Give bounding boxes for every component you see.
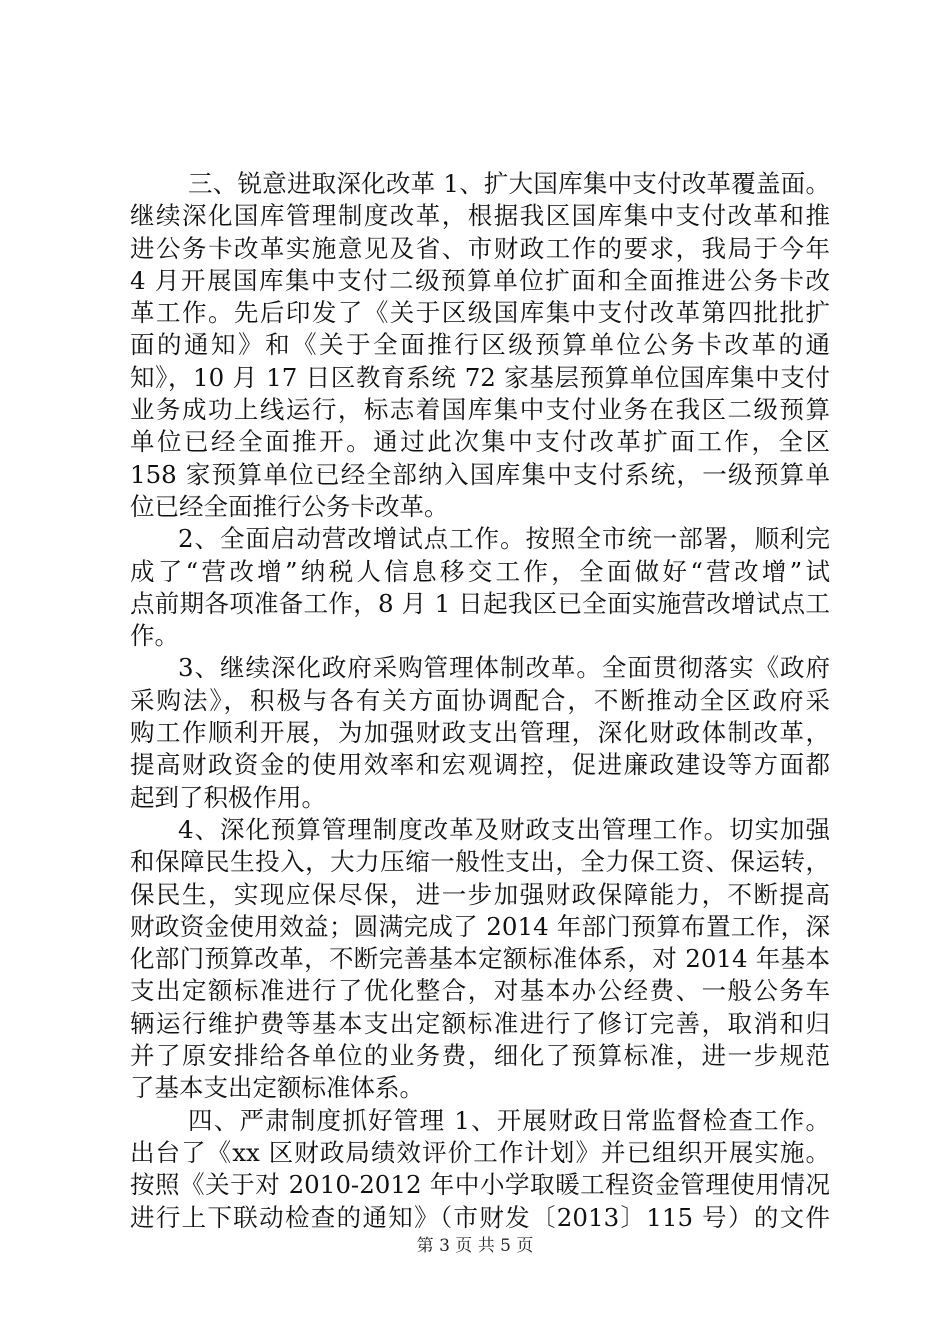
text-line: 革工作。先后印发了《关于区级国库集中支付改革第四批批扩: [130, 298, 830, 328]
text-line: 单位已经全面推开。通过此次集中支付改革扩面工作，全区: [130, 427, 830, 457]
paragraph-last-line: 位已经全面推行公务卡改革。: [130, 491, 449, 521]
text-line: 保民生，实现应保尽保，进一步加强财政保障能力，不断提高: [130, 879, 830, 909]
paragraph-last-line: 了基本支出定额标准体系。: [130, 1073, 424, 1103]
text-line: 化部门预算改革，不断完善基本定额标准体系，对 2014 年基本: [130, 944, 830, 974]
text-line: 并了原安排给各单位的业务费，细化了预算标准，进一步规范: [130, 1041, 830, 1071]
text-line: 158 家预算单位已经全部纳入国库集中支付系统，一级预算单: [130, 459, 830, 489]
text-line: 购工作顺利开展，为加强财政支出管理，深化财政体制改革，: [130, 718, 830, 748]
text-line: 财政资金使用效益；圆满完成了 2014 年部门预算布置工作，深: [130, 911, 830, 941]
paragraph-last-line: 作。: [130, 621, 179, 651]
heading-line-section-three: 三、锐意进取深化改革 1、扩大国库集中支付改革覆盖面。: [188, 169, 830, 198]
text-line: 支出定额标准进行了优化整合，对基本办公经费、一般公务车: [130, 976, 830, 1006]
text-line: 采购法》，积极与各有关方面协调配合，不断推动全区政府采: [130, 685, 830, 715]
text-line: 出台了《xx 区财政局绩效评价工作计划》并已组织开展实施。: [130, 1137, 830, 1167]
text-line: 继续深化国库管理制度改革，根据我区国库集中支付改革和推: [130, 201, 830, 231]
paragraph-first-line-item-4: 4、深化预算管理制度改革及财政支出管理工作。切实加强: [178, 814, 830, 844]
text-line: 按照《关于对 2010-2012 年中小学取暖工程资金管理使用情况: [130, 1170, 830, 1200]
paragraph-last-line: 起到了积极作用。: [130, 782, 326, 812]
text-line: 进公务卡改革实施意见及省、市财政工作的要求，我局于今年: [130, 233, 830, 263]
text-line: 提高财政资金的使用效率和宏观调控，促进廉政建设等方面都: [130, 750, 830, 780]
text-line: 业务成功上线运行，标志着国库集中支付业务在我区二级预算: [130, 395, 830, 425]
page-number-footer: 第 3 页 共 5 页: [416, 1236, 534, 1256]
text-line: 成了“营改增”纳税人信息移交工作，全面做好“营改增”试: [130, 556, 830, 586]
text-line: 面的通知》和《关于全面推行区级预算单位公务卡改革的通: [130, 330, 830, 360]
paragraph-first-line-item-3: 3、继续深化政府采购管理体制改革。全面贯彻落实《政府: [178, 653, 830, 683]
heading-line-section-four: 四、严肃制度抓好管理 1、开展财政日常监督检查工作。: [188, 1105, 830, 1135]
text-line: 4 月开展国库集中支付二级预算单位扩面和全面推进公务卡改: [130, 265, 830, 295]
text-line: 知》，10 月 17 日区教育系统 72 家基层预算单位国库集中支付: [130, 362, 830, 392]
paragraph-first-line-item-2: 2、全面启动营改增试点工作。按照全市统一部署，顺利完: [178, 524, 830, 554]
text-line: 进行上下联动检查的通知》（市财发〔2013〕115 号）的文件: [130, 1202, 830, 1232]
text-line: 和保障民生投入，大力压缩一般性支出，全力保工资、保运转，: [130, 847, 830, 877]
document-body: [130, 168, 830, 1234]
text-line: 辆运行维护费等基本支出定额标准进行了修订完善，取消和归: [130, 1008, 830, 1038]
text-line: 点前期各项准备工作，8 月 1 日起我区已全面实施营改增试点工: [130, 588, 830, 618]
